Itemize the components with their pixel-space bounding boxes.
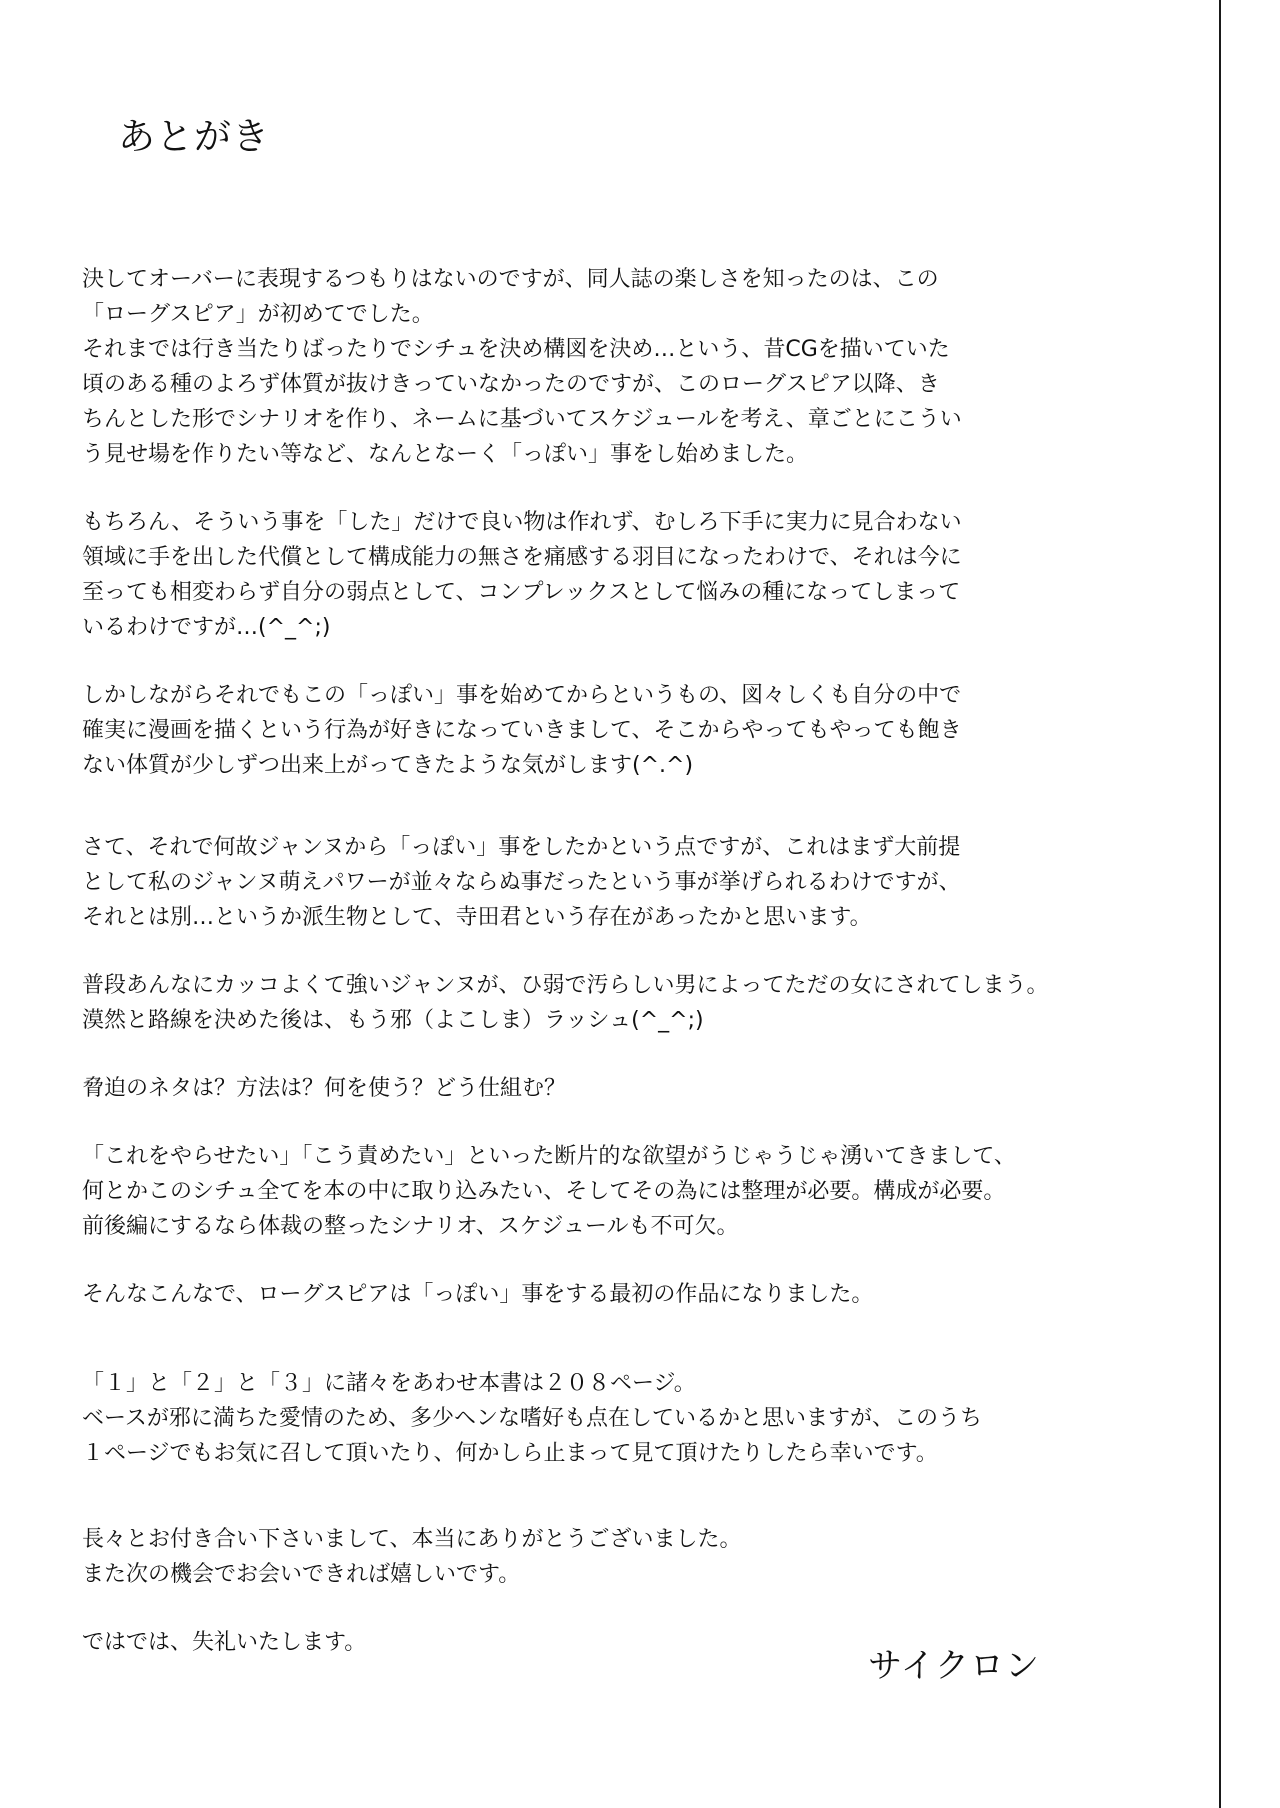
body-line: 脅迫のネタは？方法は？何を使う？どう仕組む？ (82, 1076, 567, 1101)
page-edge-rule (1219, 0, 1221, 1808)
body-line: 領域に手を出した代償として構成能力の無さを痛感する羽目になったわけで、それは今に (82, 545, 962, 570)
body-line: 「これをやらせたい」「こう責めたい」といった断片的な欲望がうじゃうじゃ湧いてきまして、 (82, 1144, 1016, 1169)
body-line: ちんとした形でシナリオを作り、ネームに基づいてスケジュールを考え、章ごとにこうい (82, 407, 962, 432)
body-line: 何とかこのシチュ全てを本の中に取り込みたい、そしてその為には整理が必要。構成が必要。 (82, 1179, 1006, 1204)
body-line: 長々とお付き合い下さいまして、本当にありがとうございました。 (82, 1527, 742, 1552)
page-title: あとがき (118, 115, 270, 158)
body-line: 至っても相変わらず自分の弱点として、コンプレックスとして悩みの種になってしまって (82, 580, 961, 605)
body-line: 確実に漫画を描くという行為が好きになっていきまして、そこからやってもやっても飽き (82, 718, 962, 743)
body-line: しかしながらそれでもこの「っぽい」事を始めてからというもの、図々しくも自分の中で (82, 683, 962, 708)
body-line: もちろん、そういう事を「した」だけで良い物は作れず、むしろ下手に実力に見合わない (82, 510, 962, 535)
body-line: ない体質が少しずつ出来上がってきたような気がします(^.^) (82, 753, 694, 778)
body-line: ベースが邪に満ちた愛情のため、多少ヘンな嗜好も点在しているかと思いますが、このうち (82, 1406, 983, 1431)
body-line: として私のジャンヌ萌えパワーが並々ならぬ事だったという事が挙げられるわけですが、 (82, 870, 961, 895)
body-line: ではでは、失礼いたします。 (82, 1630, 367, 1655)
body-line: 前後編にするなら体裁の整ったシナリオ、スケジュールも不可欠。 (82, 1214, 739, 1239)
body-line: 「１」と「２」と「３」に諸々をあわせ本書は２０８ページ。 (82, 1371, 696, 1396)
body-line: 漠然と路線を決めた後は、もう邪（よこしま）ラッシュ(^_^;) (82, 1008, 704, 1033)
body-line: 決してオーバーに表現するつもりはないのですが、同人誌の楽しさを知ったのは、この (82, 267, 939, 292)
body-line: それまでは行き当たりばったりでシチュを決め構図を決め…という、昔CGを描いていた (82, 337, 950, 362)
body-line: そんなこんなで、ローグスピアは「っぽい」事をする最初の作品になりました。 (82, 1282, 874, 1307)
body-line: いるわけですが…(^_^;) (82, 615, 331, 640)
body-line: さて、それで何故ジャンヌから「っぽい」事をしたかという点ですが、これはまず大前提 (82, 835, 961, 860)
body-line: それとは別…というか派生物として、寺田君という存在があったかと思います。 (82, 905, 872, 930)
body-line: １ページでもお気に召して頂いたり、何かしら止まって見て頂けたりしたら幸いです。 (82, 1441, 938, 1466)
body-line: 頃のある種のよろず体質が抜けきっていなかったのですが、このローグスピア以降、き (82, 372, 940, 397)
body-line: また次の機会でお会いできれば嬉しいです。 (82, 1562, 521, 1587)
body-line: 普段あんなにカッコよくて強いジャンヌが、ひ弱で汚らしい男によってただの女にされてしまう。 (82, 973, 1049, 998)
author-signature: サイクロン (868, 1646, 1040, 1686)
body-line: 「ローグスピア」が初めてでした。 (82, 302, 434, 327)
body-line: う見せ場を作りたい等など、なんとなーく「っぽい」事をし始めました。 (82, 442, 809, 467)
